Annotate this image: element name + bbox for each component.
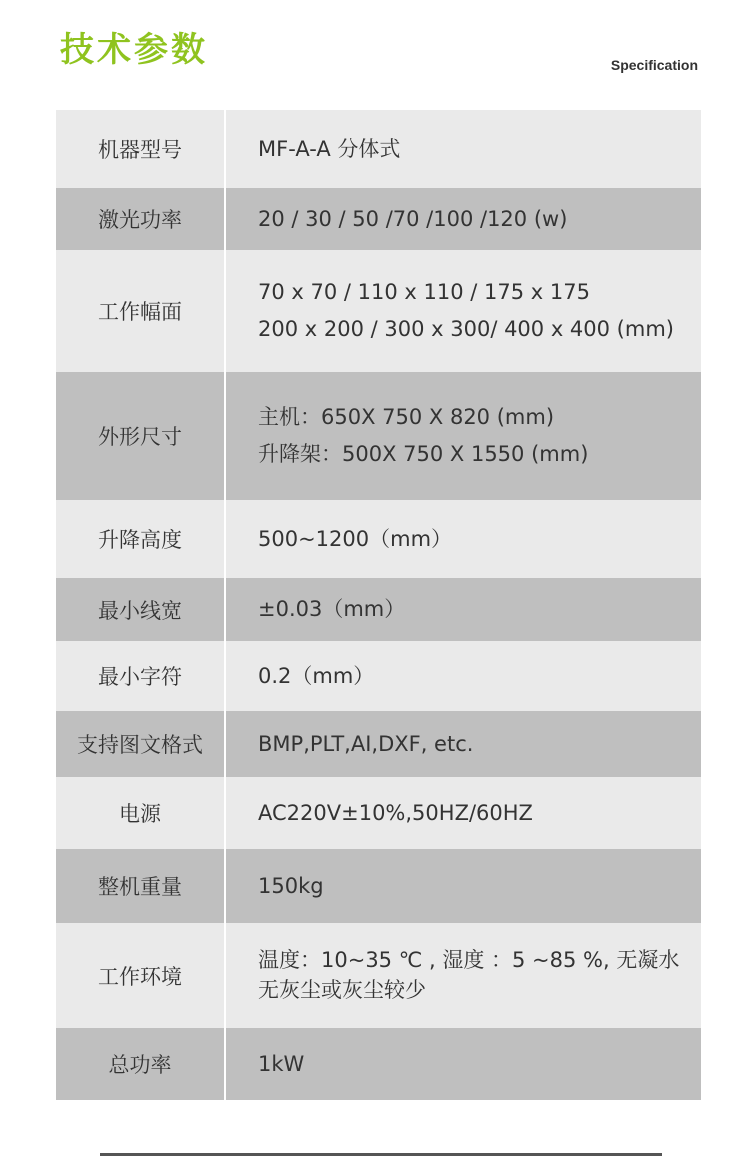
spec-row-lift-height [56, 500, 701, 578]
spec-value [226, 250, 701, 372]
spec-value [226, 711, 701, 777]
spec-label: 工作幅面 [56, 250, 226, 372]
spec-label: 机器型号 [56, 110, 226, 188]
spec-value-line: ±0.03（mm） [258, 597, 406, 622]
spec-label: 升降高度 [56, 500, 226, 578]
spec-row-model [56, 110, 701, 188]
spec-row-power-supply [56, 777, 701, 849]
spec-label: 激光功率 [56, 188, 226, 250]
spec-row-min-line-width [56, 578, 701, 641]
spec-value [226, 500, 701, 578]
spec-table [56, 110, 701, 1100]
spec-value [226, 110, 701, 188]
spec-label: 总功率 [56, 1028, 226, 1100]
spec-value [226, 1028, 701, 1100]
spec-value-line: 主机：650X 750 X 820 (mm) [258, 405, 555, 430]
spec-label: 支持图文格式 [56, 711, 226, 777]
spec-value [226, 777, 701, 849]
spec-value [226, 849, 701, 923]
spec-value-line: 200 x 200 / 300 x 300/ 400 x 400 (mm) [258, 317, 674, 341]
spec-value [226, 188, 701, 250]
spec-value-line: MF-A-A 分体式 [258, 136, 401, 161]
spec-value-line: 无灰尘或灰尘较少 [258, 977, 426, 1002]
page-title: 技术参数 [60, 30, 208, 70]
spec-row-weight [56, 849, 701, 923]
spec-label: 最小字符 [56, 641, 226, 711]
spec-label: 整机重量 [56, 849, 226, 923]
spec-value-line: 500~1200（mm） [258, 526, 453, 551]
spec-row-laser-power [56, 188, 701, 250]
spec-value [226, 923, 701, 1028]
spec-value-line: 150kg [258, 873, 324, 898]
spec-value-line: 温度：10~35 ℃ , 湿度 ：5 ~85 %, 无凝水 [258, 948, 680, 973]
spec-row-formats [56, 711, 701, 777]
spec-value-line: 升降架：500X 750 X 1550 (mm) [258, 442, 589, 466]
spec-row-total-power [56, 1028, 701, 1100]
spec-label: 工作环境 [56, 923, 226, 1028]
spec-label: 电源 [56, 777, 226, 849]
page-subtitle: Specification [610, 57, 698, 73]
spec-value [226, 641, 701, 711]
spec-value [226, 372, 701, 500]
spec-value-line: 1kW [258, 1051, 305, 1076]
spec-value-line: 70 x 70 / 110 x 110 / 175 x 175 [258, 280, 590, 305]
spec-value-line: AC220V±10%,50HZ/60HZ [258, 800, 533, 825]
spec-row-min-char [56, 641, 701, 711]
spec-row-environment [56, 923, 701, 1028]
spec-label: 最小线宽 [56, 578, 226, 641]
spec-row-dimensions [56, 372, 701, 500]
spec-value-line: 0.2（mm） [258, 663, 375, 688]
bottom-divider [100, 1153, 662, 1156]
spec-row-work-area [56, 250, 701, 372]
spec-value [226, 578, 701, 641]
spec-value-line: 20 / 30 / 50 /70 /100 /120 (w) [258, 206, 568, 231]
spec-label: 外形尺寸 [56, 372, 226, 500]
spec-value-line: BMP,PLT,AI,DXF, etc. [258, 731, 474, 756]
